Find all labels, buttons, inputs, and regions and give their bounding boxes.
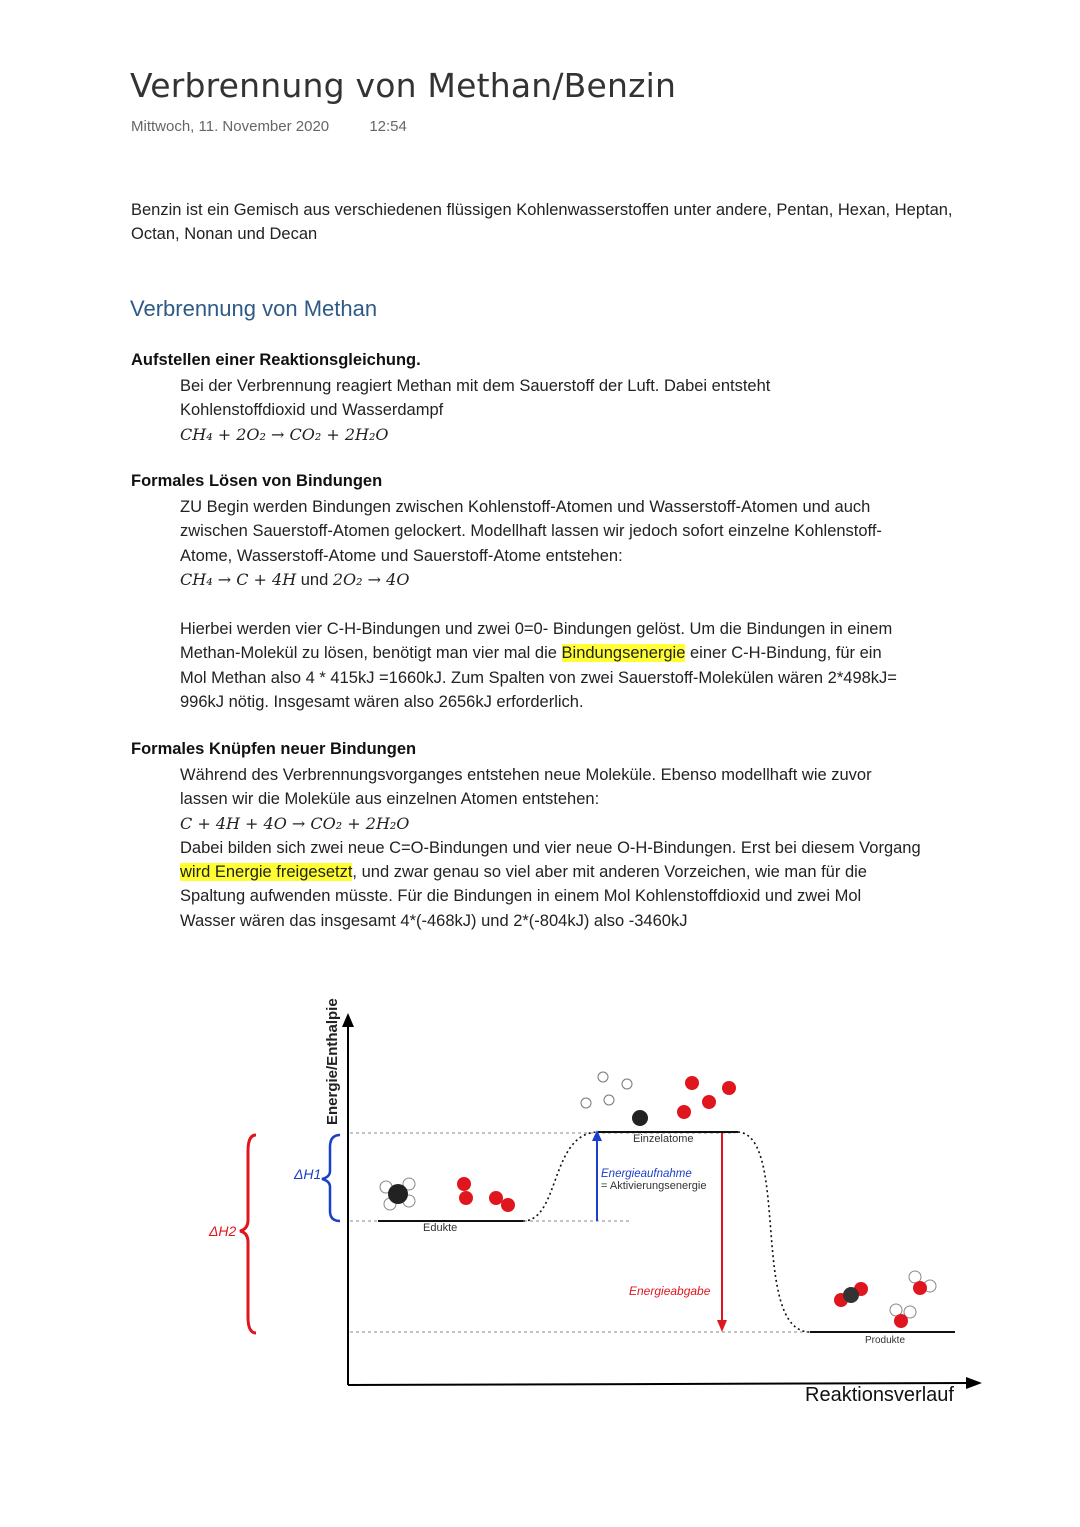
- water-molecule-icon: [890, 1304, 916, 1328]
- label-dh1: ΔH1: [294, 1166, 322, 1182]
- text-line: Wasser wären das insgesamt 4*(-468kJ) und 2*(-804kJ) also -3460kJ: [180, 911, 688, 930]
- text-span: einer C-H-Bindung, für ein: [685, 644, 882, 663]
- arrow-head-down: [717, 1320, 727, 1332]
- block-loesen: [180, 495, 990, 592]
- single-atoms-icon: [581, 1072, 736, 1126]
- text-line: [180, 641, 990, 665]
- section-title: Verbrennung von Methan: [130, 296, 378, 321]
- text-line: [180, 860, 1000, 884]
- label-produkte: Produkte: [865, 1335, 906, 1346]
- x-axis-arrow: [966, 1377, 982, 1389]
- block-reaktionsgleichung: [180, 374, 990, 447]
- text-line: Kohlenstoffdioxid und Wasserdampf: [180, 401, 444, 420]
- energy-diagram: [190, 975, 990, 1415]
- oxygen-molecule-icon: [457, 1177, 473, 1205]
- label-einzelatome: Einzelatome: [633, 1133, 694, 1145]
- equation-line: [180, 568, 990, 592]
- block-loesen-detail: [180, 617, 990, 714]
- text-line: zwischen Sauerstoff-Atomen gelockert. Modellhaft lassen wir jedoch sofort einzelne Kohlenstoff-: [180, 522, 882, 541]
- bracket-dh2: [240, 1135, 256, 1333]
- co2-molecule-icon: [834, 1282, 868, 1307]
- text-line: Atome, Wasserstoff-Atome und Sauerstoff-Atome entstehen:: [180, 546, 623, 565]
- text-line: Spaltung aufwenden müsste. Für die Bindungen in einem Mol Kohlenstoffdioxid und zwei Mol: [180, 887, 862, 906]
- text-line: 996kJ nötig. Insgesamt wären also 2656kJ erforderlich.: [180, 692, 584, 711]
- curve-rise: [523, 1132, 598, 1221]
- y-axis-arrow: [342, 1013, 354, 1027]
- page-date: Mittwoch, 11. November 2020: [131, 118, 330, 135]
- text-line: Mol Methan also 4 * 415kJ =1660kJ. Zum Spalten von zwei Sauerstoff-Molekülen wären 2*498kJ=: [180, 668, 897, 687]
- equation: CH₄ + 2O₂ → CO₂ + 2H₂O: [180, 424, 389, 444]
- label-aktivierungsenergie: = Aktivierungsenergie: [601, 1180, 707, 1192]
- heading-knuepfen: Formales Knüpfen neuer Bindungen: [131, 740, 417, 758]
- page-title: Verbrennung von Methan/Benzin: [130, 66, 677, 105]
- label-energieabgabe: Energieabgabe: [629, 1284, 711, 1298]
- text-line: Während des Verbrennungsvorganges entstehen neue Moleküle. Ebenso modellhaft wie zuvor: [180, 766, 872, 784]
- equation: C + 4H + 4O → CO₂ + 2H₂O: [180, 813, 410, 833]
- text-span: , und zwar genau so viel aber mit anderen Vorzeichen, wie man für die: [352, 863, 867, 882]
- heading-reaktionsgleichung: Aufstellen einer Reaktionsgleichung.: [131, 351, 421, 369]
- text-line: Hierbei werden vier C-H-Bindungen und zwei 0=0- Bindungen gelöst. Um die Bindungen in einem: [180, 620, 893, 638]
- page-meta: [131, 118, 407, 135]
- water-molecule-icon: [909, 1271, 936, 1295]
- bracket-dh1: [322, 1135, 340, 1221]
- text-line: Bei der Verbrennung reagiert Methan mit dem Sauerstoff der Luft. Dabei entsteht: [180, 377, 771, 395]
- y-axis-label: Energie/Enthalpie: [324, 998, 341, 1125]
- equation: CH₄ → C + 4H: [180, 569, 297, 589]
- x-axis-label: Reaktionsverlauf: [805, 1384, 954, 1406]
- intro-paragraph: Benzin ist ein Gemisch aus verschiedenen flüssigen Kohlenwasserstoffen unter andere, Pentan, Hexan, Heptan, Octan, Nonan und Decan: [131, 201, 953, 243]
- text-line: Dabei bilden sich zwei neue C=O-Bindungen und vier neue O-H-Bindungen. Erst bei diesem Vorgang: [180, 838, 921, 857]
- curve-fall: [738, 1132, 810, 1332]
- highlight-bindungsenergie: Bindungsenergie: [561, 644, 686, 663]
- text-span: Methan-Molekül zu lösen, benötigt man vier mal die: [180, 644, 562, 663]
- heading-loesen: Formales Lösen von Bindungen: [131, 472, 383, 490]
- label-edukte: Edukte: [423, 1222, 458, 1234]
- page-time: 12:54: [369, 118, 407, 135]
- methane-molecule-icon: [380, 1178, 415, 1210]
- text-line: lassen wir die Moleküle aus einzelnen Atomen entstehen:: [180, 790, 600, 809]
- block-knuepfen: [180, 763, 1000, 933]
- oxygen-molecule-icon: [489, 1191, 515, 1212]
- text-line: ZU Begin werden Bindungen zwischen Kohlenstoff-Atomen und Wasserstoff-Atomen und auch: [180, 498, 871, 516]
- label-dh2: ΔH2: [209, 1223, 237, 1239]
- label-energieaufnahme: Energieaufnahme: [601, 1168, 692, 1180]
- equation: 2O₂ → 4O: [332, 569, 410, 589]
- equation-join: und: [300, 570, 329, 589]
- highlight-energie-freigesetzt: wird Energie freigesetzt: [180, 863, 353, 882]
